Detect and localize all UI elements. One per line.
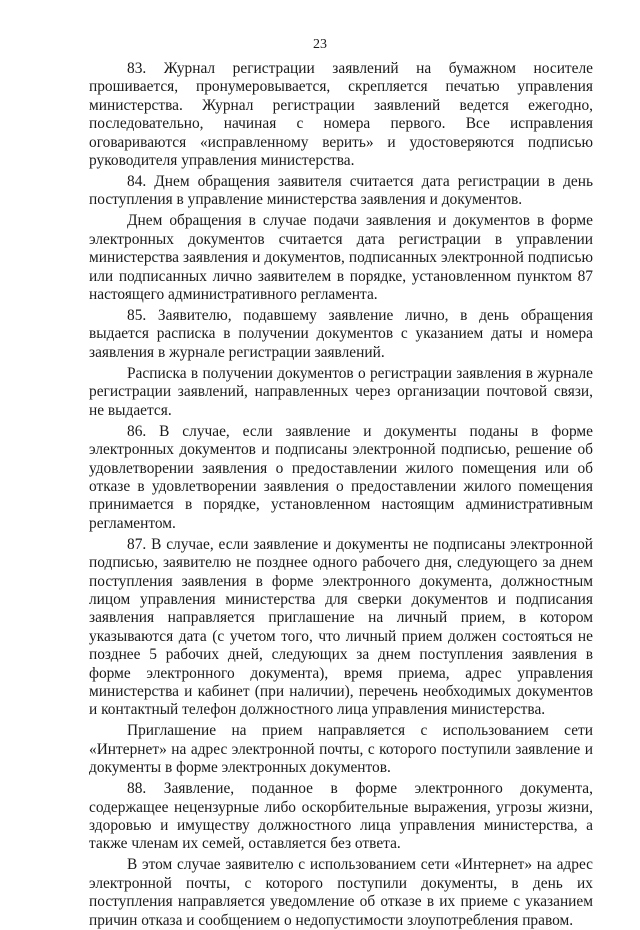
paragraph-85: 85. Заявителю, подавшему заявление лично, в день обращения выдается расписка в получении документов с указанием даты и номера заявления в журнале регистрации заявлений. (89, 307, 593, 361)
paragraph-87: 87. В случае, если заявление и документы не подписаны электронной подписью, заявителю не позднее одного рабочего дня, следующего за днем поступления заявления в форме электронного документа, должностным лицом управления министерства для сверки документов и подписания заявления направляется приглашение на личный прием, в котором указываются дата (с учетом того, что личный прием должен состояться не позднее 5 рабочих дней, следующих за днем поступления заявления в форме электронного документа), время приема, адрес управления министерства и кабинет (при наличии), перечень необходимых документов и контактный телефон должностного лица управления министерства. (89, 535, 593, 719)
paragraph-83: 83. Журнал регистрации заявлений на бумажном носителе прошивается, пронумеровывается, скрепляется печатью управления министерства. Журнал регистрации заявлений ведется ежегодно, последовательно, начиная с номера первого. Все исправления оговариваются «исправленному верить» и удостоверяются подписью руководителя управления министерства. (89, 60, 593, 170)
page-number: 23 (313, 37, 327, 52)
paragraph-87-invitation: Приглашение на прием направляется с использованием сети «Интернет» на адрес электронной почты, с которого поступили заявление и документы в форме электронных документов. (89, 722, 593, 777)
paragraph-84: 84. Днем обращения заявителя считается дата регистрации в день поступления в управление министерства заявления и документов. (89, 173, 593, 209)
paragraph-85-postal: Расписка в получении документов о регистрации заявления в журнале регистрации заявлений, направленных через организации почтовой связи, не выдается. (89, 364, 593, 419)
paragraph-86: 86. В случае, если заявление и документы поданы в форме электронных документов и подписаны электронной подписью, решение об удовлетворении заявления о предоставлении жилого помещения или об отказе в удовлетворении заявления о предоставлении жилого помещения принимается в порядке, установленном настоящим административным регламентом. (89, 422, 593, 532)
paragraph-84-electronic: Днем обращения в случае подачи заявления и документов в форме электронных документов считается дата регистрации в управлении министерства заявления и документов, подписанных электронной подписью или подписанных лично заявителем в порядке, установленном пунктом 87 настоящего административного регламента. (89, 212, 593, 304)
document-body (89, 60, 593, 930)
paragraph-88-notice: В этом случае заявителю с использованием сети «Интернет» на адрес электронной почты, с которого поступили документы, в день их поступления направляется уведомление об отказе в их приеме с указанием причин отказа и сообщением о недопустимости злоупотребления правом. (89, 856, 593, 929)
paragraph-88: 88. Заявление, поданное в форме электронного документа, содержащее нецензурные либо оскорбительные выражения, угрозы жизни, здоровью и имуществу должностного лица управления министерства, а также членам их семей, оставляется без ответа. (89, 780, 593, 853)
